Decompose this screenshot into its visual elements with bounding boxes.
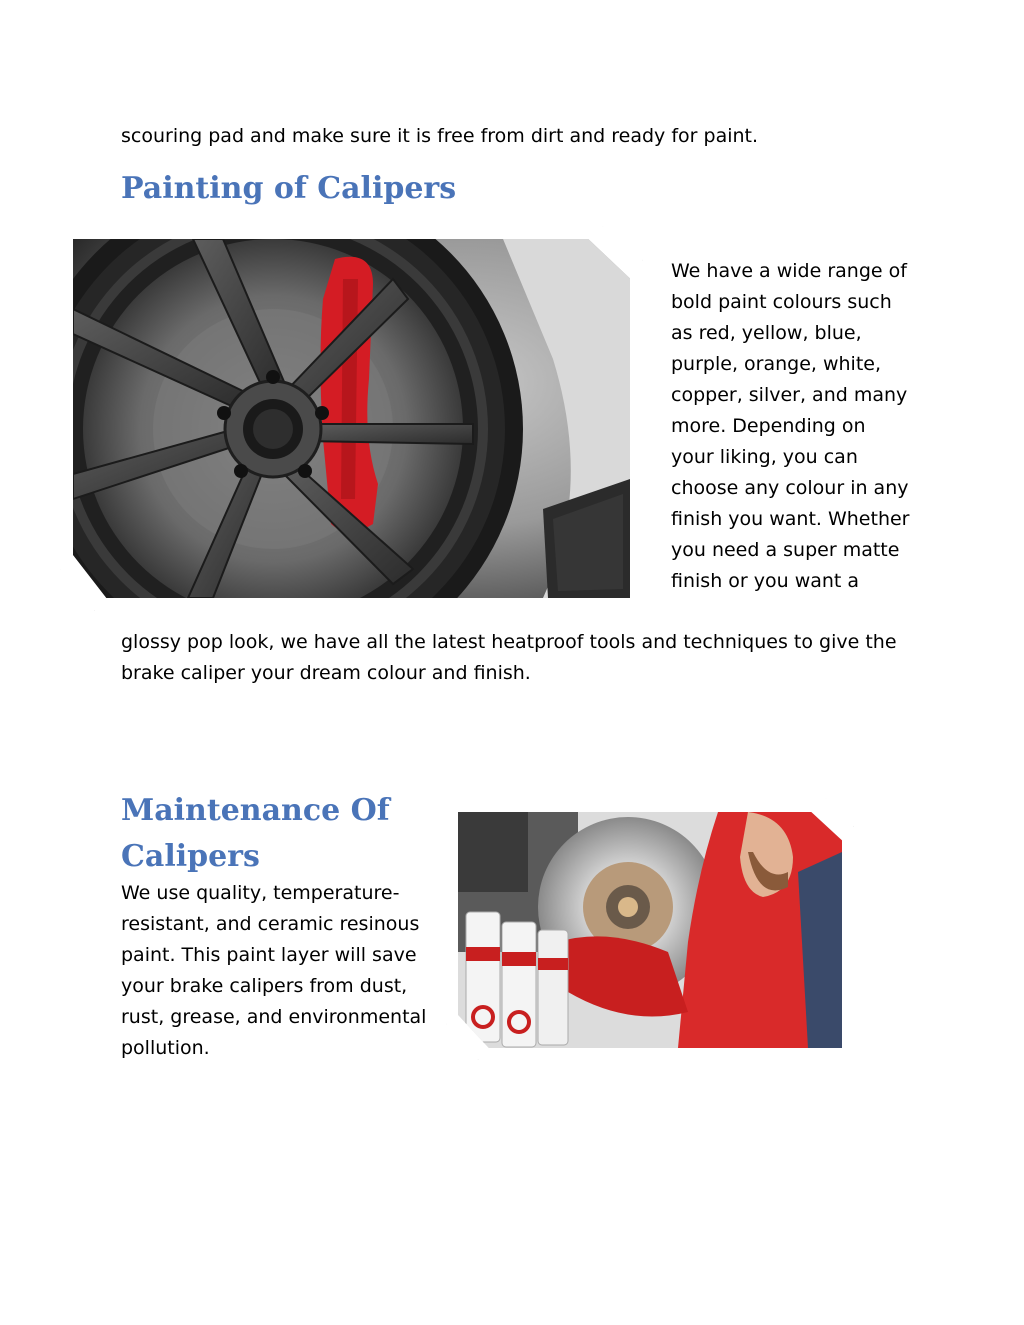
painting-bottom-text: glossy pop look, we have all the latest heatproof tools and techniques to give the brake caliper your dream colour and finish.: [121, 631, 897, 684]
painting-side-text: We have a wide range of bold paint colours such as red, yellow, blue, purple, orange, white, copper, silver, and many more. Depending on your liking, you can choose any colour in any finish you want. Whether you need a super matte finish or you want a: [671, 260, 910, 592]
mechanic-photo-frame: [446, 798, 854, 1060]
wheel-photo: [73, 239, 630, 598]
intro-text: scouring pad and make sure it is free from dirt and ready for paint.: [121, 125, 759, 147]
wheel-photo-frame: [60, 226, 643, 611]
mechanic-photo: [458, 812, 842, 1048]
maintenance-text: We use quality, temperature-resistant, and ceramic resinous paint. This paint layer will save your brake calipers from dust, rust, grease, and environmental pollution.: [121, 882, 427, 1059]
maintenance-heading: Maintenance Of Calipers: [121, 793, 390, 874]
painting-heading: Painting of Calipers: [121, 171, 457, 206]
